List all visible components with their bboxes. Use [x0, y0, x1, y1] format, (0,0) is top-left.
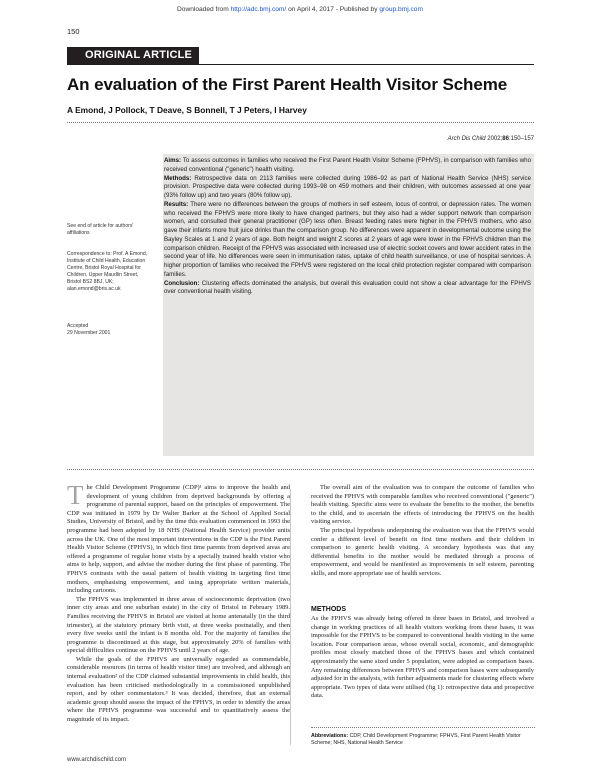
conclusion-text: Clustering effects dominated the analysis, but overall this evaluation could not show a clear advantage for the FPHVS over conventional health visiting.: [164, 279, 531, 296]
download-banner: [0, 6, 600, 13]
methods-section: [311, 615, 534, 701]
body-divider: [67, 469, 534, 470]
body-paragraph: [67, 480, 290, 596]
abstract-results: [164, 201, 531, 280]
body-paragraph: The FPHVS was implemented in three areas of socioeconomic deprivation (two inner city areas and one suburban estate) in the city of Bristol in February 1989. Families receiving the FPHVS in Bristol are visited at home antenatally (in the third trimester), at the statutory primary birth visit, at three weeks postnatally, and then every five weeks until the infant is 8 months old. For the majority of families the programme is discontinued at this stage, but approximately 20% of families with special difficulties continue on the FPHVS until 2 years of age.: [67, 595, 290, 655]
body-paragraph: While the goals of the FPHVS are universally regarded as commendable, considerable resources (in terms of health visitor time) are involved, and although an internal evaluation² of the CDP claimed substantial improvements in child health, this evaluation has been criticised methodologically in a commissioned unpublished report, and by other commentators.³ It was decided, therefore, that an external academic group should assess the impact of the FPHVS, in order to identify the areas where the FPHVS programme was successful and to quantitatively assess the magnitude of its impact.: [67, 655, 290, 724]
citation-journal: Arch Dis Child: [447, 136, 486, 142]
results-label: Results:: [164, 200, 189, 208]
banner-prefix: Downloaded from: [177, 6, 231, 13]
abbreviations: [311, 733, 535, 748]
source-link[interactable]: http://adc.bmj.com/: [230, 6, 287, 13]
title-rule: [67, 64, 534, 65]
abstract-aims: [164, 157, 531, 175]
footer-url[interactable]: www.archdischild.com: [67, 757, 127, 763]
column-divider: [290, 489, 291, 745]
abstract: [164, 157, 531, 297]
accepted-note: [67, 323, 149, 337]
header-divider: [67, 122, 534, 123]
aims-label: Aims:: [164, 157, 182, 164]
abbreviations-divider: [311, 727, 535, 728]
body-paragraph: The principal hypothesis underpinning the evaluation was that the FPHVS would confer a different level of benefit on first time mothers and their children in comparison to generic health visiting. A secondary hypothesis was that any differential benefits to the mother would be mediated through a process of empowerment, and would be manifested as improvements in self esteem, parenting skills, and more appropriate use of health services.: [311, 526, 534, 577]
citation-volume: 86: [502, 136, 509, 142]
abbreviations-text: CDP, Child Development Programme; FPHVS, First Parent Health Visitor Scheme; NHS, National Health Service: [311, 733, 521, 747]
methods-heading: METHODS: [311, 606, 346, 613]
abstract-conclusion: [164, 280, 531, 298]
banner-middle: on April 4, 2017 - Published by: [286, 6, 380, 13]
methods-label: Methods:: [164, 174, 192, 182]
intro-text: he Child Development Programme (CDP)¹ aims to improve the health and development of young children from deprived backgrounds by offering a programme of parental support, based on the principles of empowerment. The CDP was initiated in 1979 by Dr Walter Barker at the School of Applied Social Studies, University of Bristol, and by the time this evaluation commenced in 1993 the programme had been adopted by 18 NHS (National Health Service) provider units across the UK. One of the most important interventions in the CDP is the First Parent Health Visitor Scheme (FPHVS), in which first time parents from deprived areas are offered a programme of regular home visits by a specially trained health visitor who aims to help, support, and advise the mother during the first phase of parenting. The FPHVS contrasts with the usual pattern of health visiting in targeting first time mothers, emphasising empowerment, and using appropriate written materials, including cartoons.: [67, 484, 290, 595]
methods-text: Retrospective data on 2113 families were collected during 1986–92 as part of National Health Service (NHS) service provision. Prospective data were collected during 1993–98 on 459 mothers and their children, with outcomes assessed at one year (93% follow up) and two years (80% follow up).: [164, 174, 531, 199]
article-type-label: ORIGINAL ARTICLE: [67, 47, 199, 64]
aims-text: To assess outcomes in families who received the First Parent Health Visitor Scheme (FPHVS), in comparison with families who received conventional ("generic") health visiting.: [164, 157, 531, 173]
body-column-left: [67, 480, 290, 725]
body-paragraph: As the FPHVS was already being offered in three bases in Bristol, and involved a change in working practices of all health visitors working from these bases, it was impossible for the FPHVS to be compared to conventional health visiting in the same location. Four comparison areas, whose overall social, economic, and demographic profiles most closely matched those of the FPHVS bases and which contained approximately the same sized under 5 population, were adopted as comparison bases. Any remaining differences between FPHVS and comparison bases were subsequently adjusted for in the analysis, with further adjustments made for clustering effects where appropriate. Two types of data were utilised (fig 1): retrospective data and prospective data.: [311, 615, 534, 700]
page-number: 150: [67, 27, 80, 36]
accepted-label: Accepted: [67, 323, 89, 329]
results-text: There were no differences between the groups of mothers in self esteem, locus of control, or depression rates. The women who received the FPHVS were more likely to have changed partners, but they also had a wider support network than comparison women, and consulted their general practitioner (GP) less often. Breast feeding rates were higher in the FPHVS mothers, who also gave their infants more fruit juice drinks than the comparison group. No differences were apparent in developmental outcome using the Bayley Scales at 1 and 2 years of age. Both height and weight Z scores at 2 years of age were lower in the FPHVS children than the comparison children. Receipt of the FPHVS was associated with increased use of electric socket covers and lower accident rates in the second year of life. No differences were seen in immunisation rates, uptake of child health surveillance, or use of hospital services. A higher proportion of families who received the FPHVS were registered on the local child protection register compared with comparison families.: [164, 200, 531, 278]
article-title: An evaluation of the First Parent Health Visitor Scheme: [67, 75, 508, 94]
abstract-methods: [164, 175, 531, 201]
abbreviations-label: Abbreviations:: [311, 733, 349, 739]
citation: [448, 136, 534, 142]
citation-pages: :150–157: [508, 136, 534, 142]
correspondence-note: Correspondence to: Prof. A Emond, Institute of Child Health, Education Centre, Bristol Royal Hospital for Children, Upper Maudlin Street, Bristol BS2 8BJ, UK; alan.emond@bris.ac.uk: [67, 251, 148, 292]
citation-year: 2002;: [485, 136, 503, 142]
accepted-date: 29 November 2001: [67, 330, 111, 336]
conclusion-label: Conclusion:: [164, 279, 200, 287]
body-paragraph: The overall aim of the evaluation was to compare the outcome of families who received the FPHVS with comparable families who received conventional ("generic") health visiting. Specific aims were to evaluate the benefits to the mother, the benefits to the child, and to ascertain the effects of introducing the FPHVS on the health visiting service.: [311, 484, 534, 526]
drop-cap: T: [67, 480, 84, 510]
body-column-right: [311, 484, 534, 579]
affiliations-note: See end of article for authors' affiliations: [67, 223, 134, 236]
publisher-link[interactable]: group.bmj.com: [379, 6, 423, 13]
author-list: A Emond, J Pollock, T Deave, S Bonnell, T J Peters, I Harvey: [67, 105, 307, 115]
